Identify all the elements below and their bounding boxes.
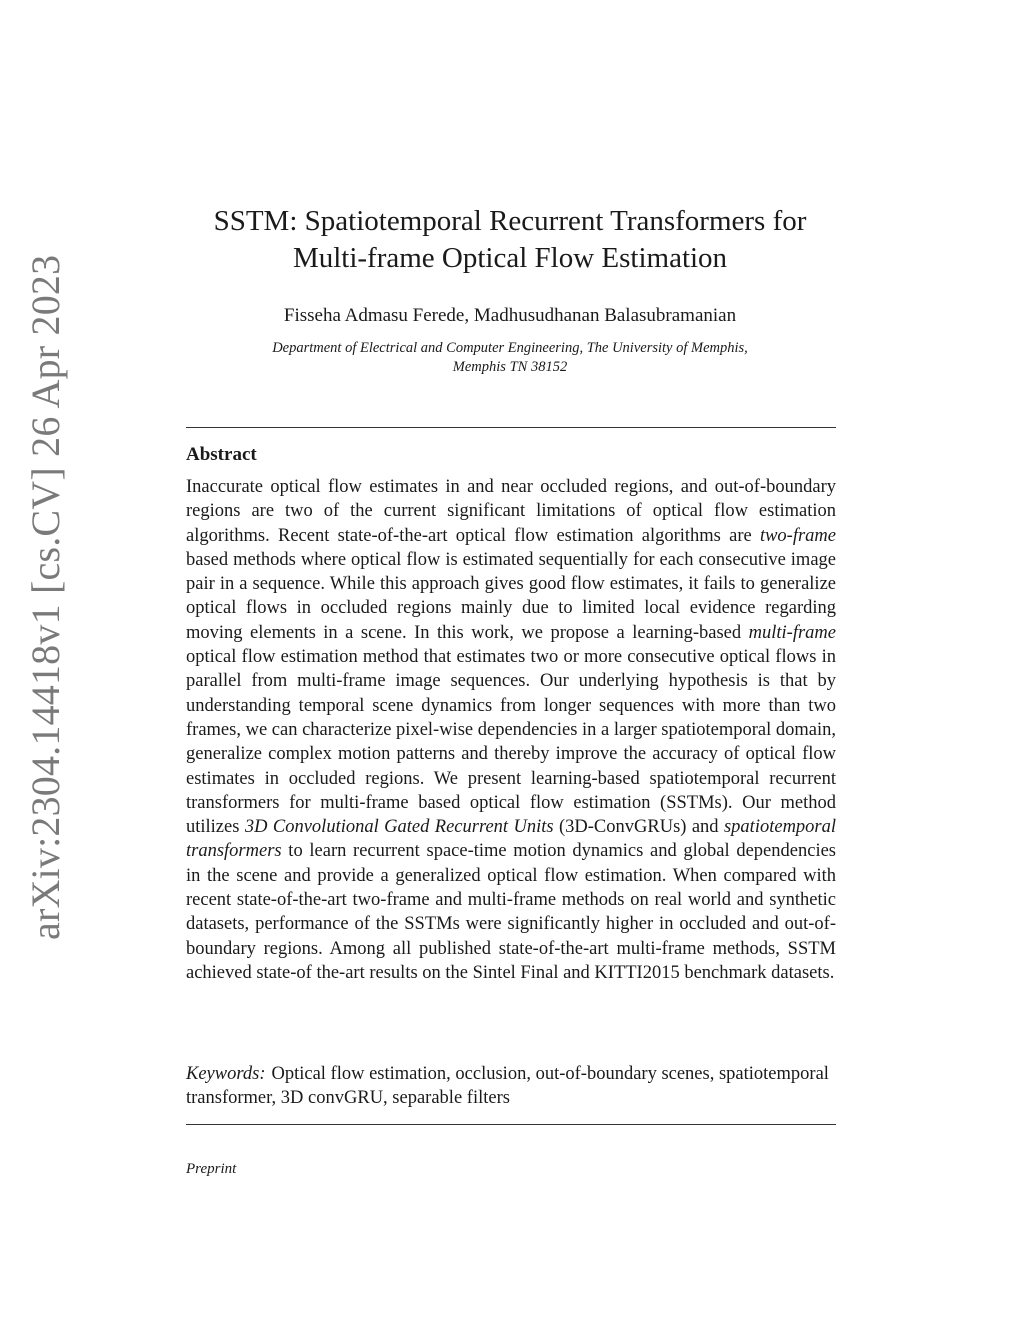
paper-title	[150, 203, 870, 277]
keywords-label: Keywords:	[186, 1064, 266, 1084]
bottom-divider	[186, 1124, 836, 1125]
abstract-text-3: optical flow estimation method that estimates two or more consecutive optical flows in parallel from multi-frame image sequences. Our underlying hypothesis is that by understanding temporal scene dynamics from longer sequences with more than two frames, we can characterize pixel-wise dependencies in a larger spatiotemporal domain, generalize complex motion patterns and thereby improve the accuracy of optical flow estimates in occluded regions. We present learning-based spatiotemporal recurrent transformers for multi-frame based optical flow estimation (SSTMs). Our method utilizes	[186, 647, 836, 838]
abstract-body	[186, 475, 836, 985]
abstract-emphasis-3d-convgru: 3D Convolutional Gated Recurrent Units	[244, 817, 554, 838]
keywords	[186, 1062, 836, 1111]
abstract-emphasis-transformers: spatiotemporal transformers	[186, 817, 837, 862]
paper-title-line-1: SSTM: Spatiotemporal Recurrent Transformers for	[213, 205, 807, 237]
abstract-emphasis-multi-frame: multi-frame	[748, 622, 836, 643]
keywords-text: Optical flow estimation, occlusion, out-of-boundary scenes, spatiotemporal transformer, 3D convGRU, separable filters	[186, 1064, 829, 1109]
affiliation-line-1: Department of Electrical and Computer Engineering, The University of Memphis,	[272, 340, 748, 356]
abstract-text-4: (3D-ConvGRUs) and	[553, 817, 724, 838]
paper-authors: Fisseha Admasu Ferede, Madhusudhanan Balasubramanian	[283, 305, 737, 326]
affiliation-line-2: Memphis TN 38152	[452, 359, 568, 375]
paper-title-line-2: Multi-frame Optical Flow Estimation	[292, 242, 728, 274]
top-divider	[186, 427, 836, 428]
abstract-text-5: to learn recurrent space-time motion dynamics and global dependencies in the scene and provide a generalized optical flow estimation. When compared with recent state-of-the-art two-frame and multi-frame methods on real world and synthetic datasets, performance of the SSTMs were significantly higher in occluded and out-of-boundary regions. Among all published state-of-the-art multi-frame methods, SSTM achieved state-of the-art results on the Sintel Final and KITTI2015 benchmark datasets.	[186, 841, 836, 983]
abstract-emphasis-two-frame: two-frame	[759, 525, 836, 546]
preprint-footer: Preprint	[186, 1161, 237, 1177]
paper-affiliation	[150, 339, 870, 377]
abstract-text-2: based methods where optical flow is estimated sequentially for each consecutive image pair in a sequence. While this approach gives good flow estimates, it fails to generalize optical flows in occluded regions mainly due to limited local evidence regarding moving elements in a scene. In this work, we propose a learning-based	[186, 549, 836, 643]
abstract-heading: Abstract	[186, 444, 257, 465]
arxiv-side-identifier: arXiv:2304.14418v1 [cs.CV] 26 Apr 2023	[23, 254, 68, 940]
abstract-text-1: Inaccurate optical flow estimates in and near occluded regions, and out-of-boundary regions are two of the current significant limitations of optical flow estimation algorithms. Recent state-of-the-art optical flow estimation algorithms are	[186, 477, 836, 546]
